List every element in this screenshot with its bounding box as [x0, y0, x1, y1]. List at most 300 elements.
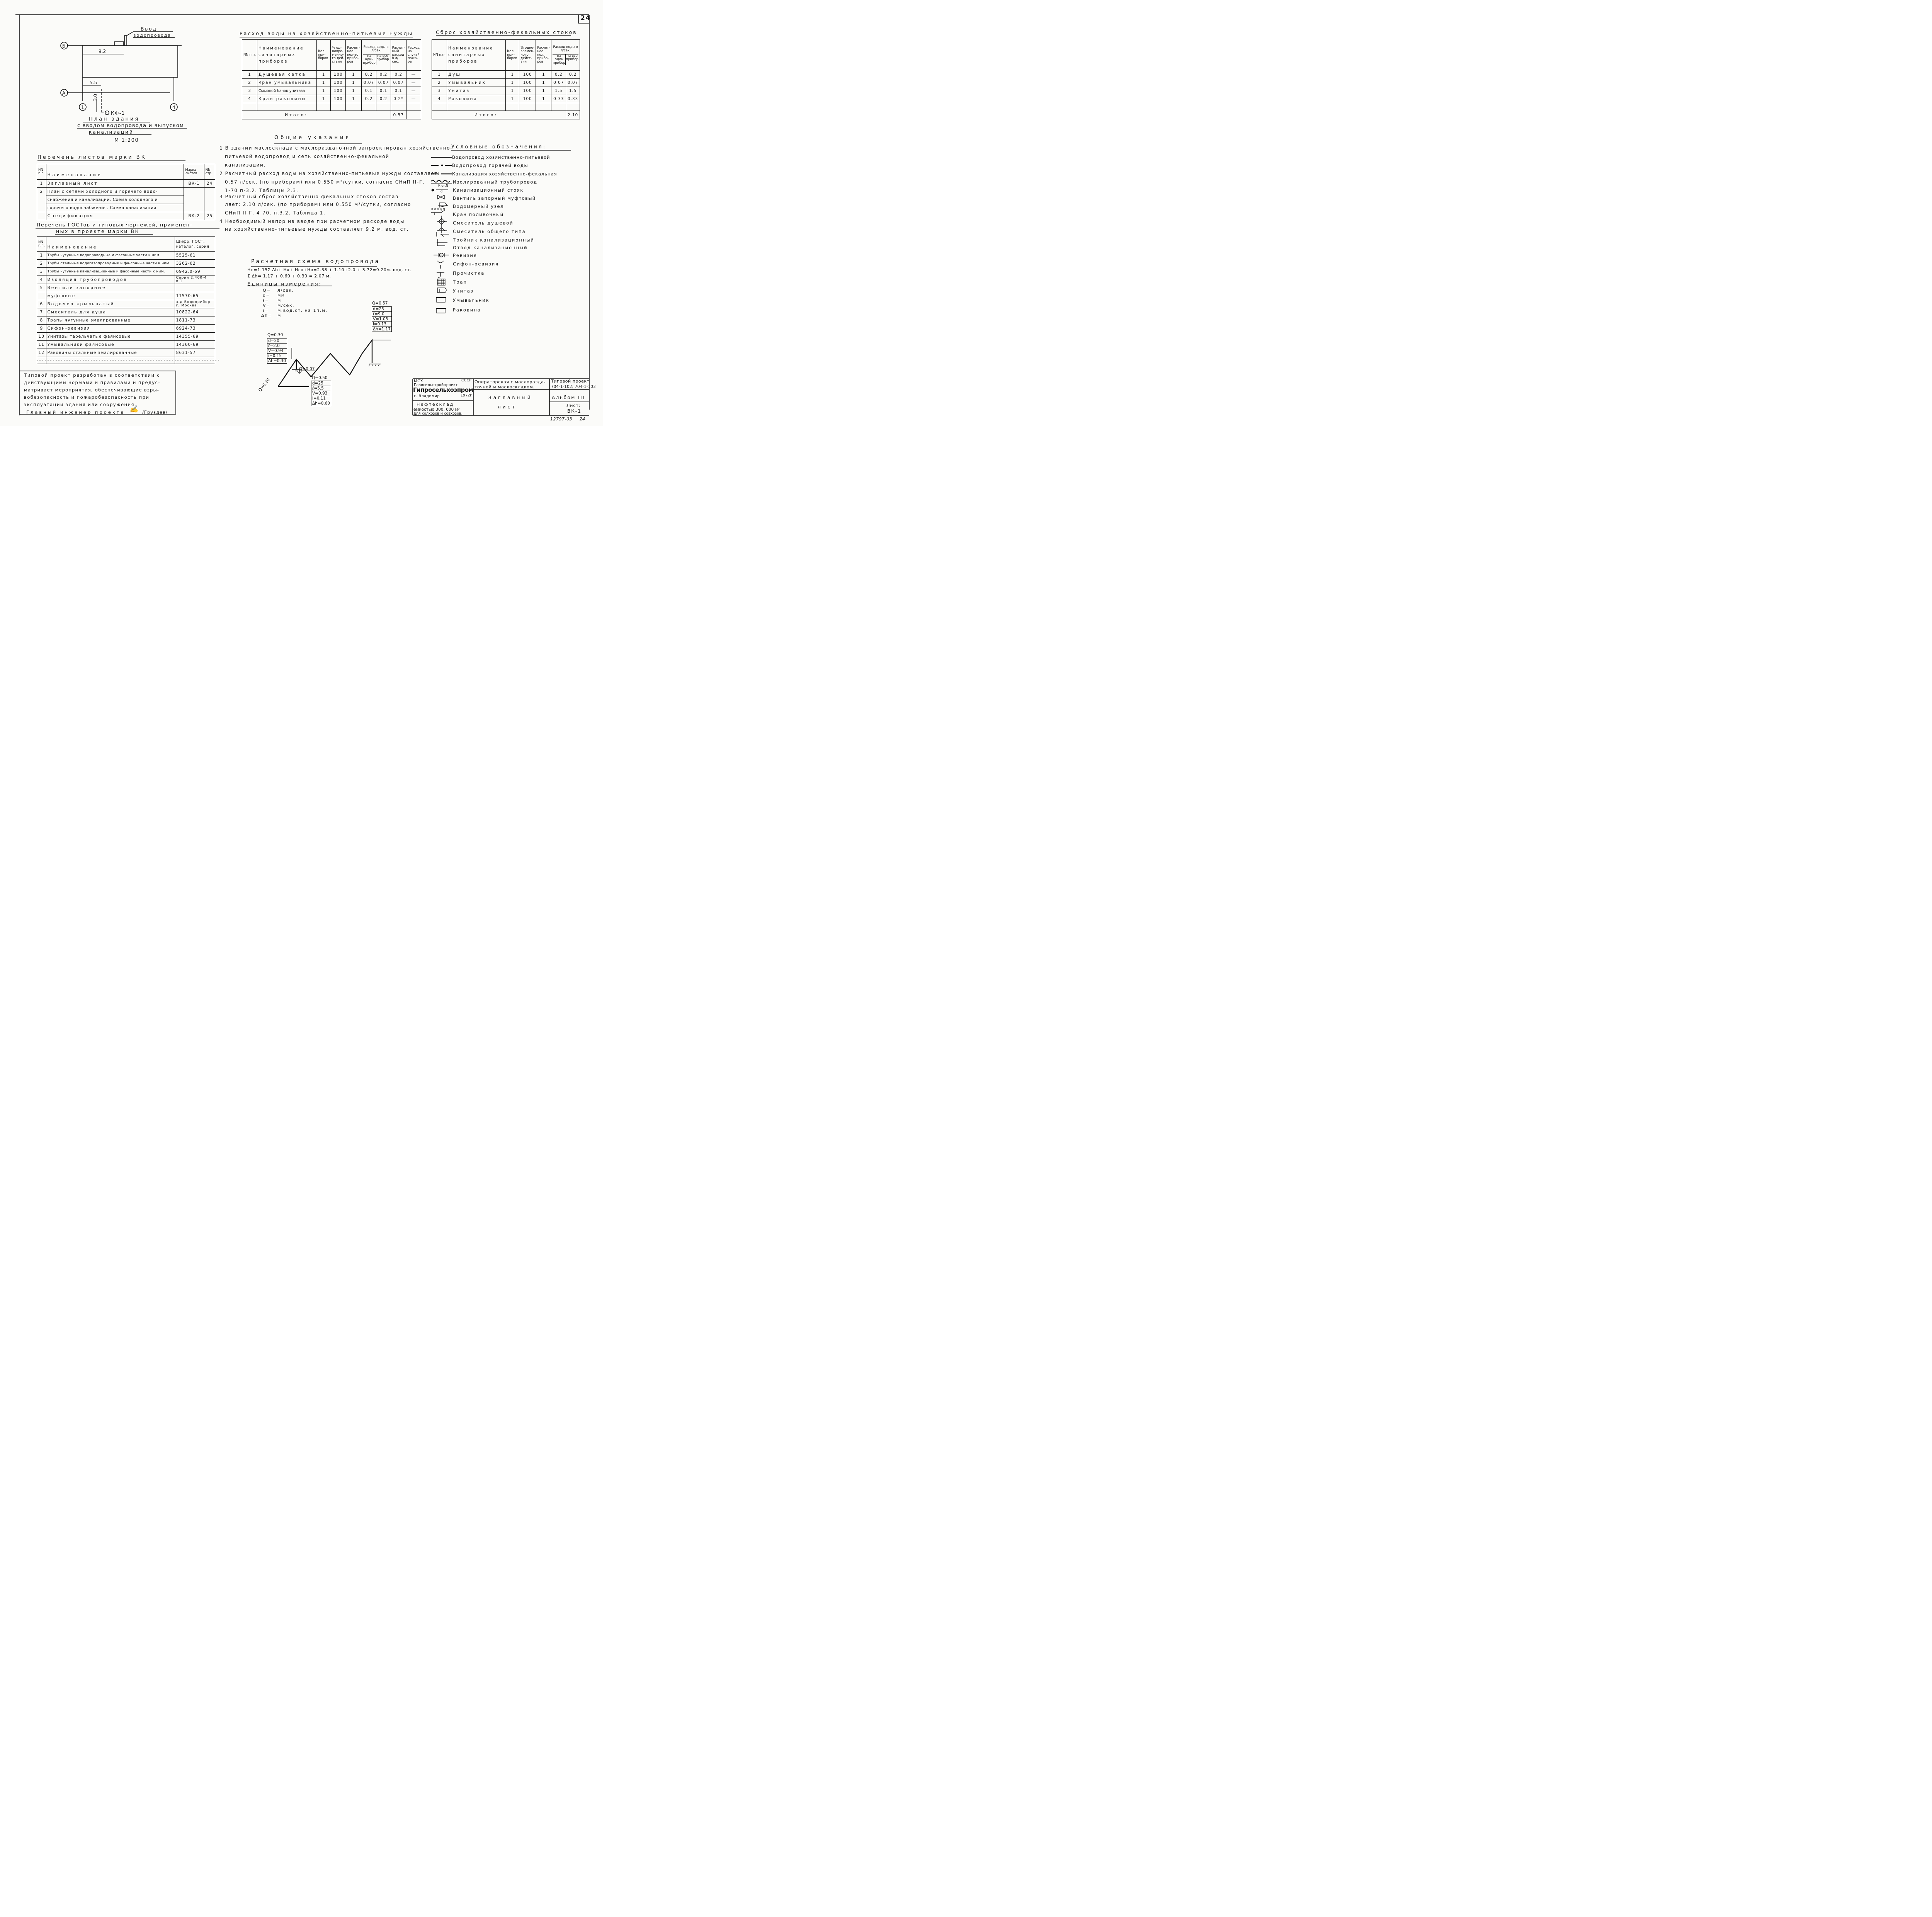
- table-row: [37, 212, 215, 220]
- cell-mark: ВК-2: [184, 212, 204, 220]
- cell-qty: 1: [536, 71, 551, 79]
- sewage-header-flow: [551, 40, 580, 71]
- cell-code: Серия 2.400-4 в.1: [175, 276, 215, 284]
- cell-all: 0.33: [566, 95, 580, 103]
- gost-list-title-1: Перечень ГОСТов и типовых чертежей, применен-: [37, 222, 192, 228]
- table-row: [37, 308, 215, 316]
- water-use-all-label: на все прибор: [376, 54, 389, 61]
- water-use-header-fire: Расход на случай пожа-ра: [406, 40, 421, 71]
- legend-item: Изолированный трубопровод: [453, 179, 537, 185]
- object-line-2: точной и маслоскладом.: [474, 384, 535, 390]
- calc-value: d=20: [267, 338, 287, 344]
- table-row: [432, 71, 580, 79]
- cell-simult: 100: [519, 87, 536, 95]
- cell-fire: —: [406, 79, 421, 87]
- calc-value: ℓ=2.0: [267, 344, 287, 349]
- table-row: [242, 95, 421, 103]
- table-row: [37, 325, 215, 333]
- cell-n: 4: [432, 95, 447, 103]
- scheme-formula-2: Σ Δh= 1.17 + 0.60 + 0.30 = 2.07 м.: [247, 274, 331, 279]
- legend-item: Смеситель душевой: [453, 220, 514, 226]
- cell-qty: 1: [536, 87, 551, 95]
- cell-simult: 100: [331, 95, 346, 103]
- cell-name: Спецификация: [46, 212, 184, 220]
- legend-item: Умывальник: [453, 298, 490, 303]
- cell-all: 1.5: [566, 87, 580, 95]
- legend-stand-bottom: d: [440, 190, 443, 193]
- sheet-title-2: лист: [498, 404, 517, 410]
- water-use-total-label: Итого:: [242, 111, 391, 119]
- sewage-flow-label: Расход воды в л/сек.: [553, 45, 578, 53]
- unit-value: м.вод.ст. на 1п.м.: [277, 308, 328, 313]
- oil-storage-3: для колхозов и совхозов.: [413, 412, 463, 416]
- cell-name: Сифон-ревизия: [46, 325, 175, 333]
- q-mid-label: Q=0.07: [299, 367, 315, 371]
- cell-simult: 100: [331, 79, 346, 87]
- calc-value: ℓ=5.5: [311, 386, 331, 391]
- cell-all: 0.2: [376, 95, 391, 103]
- statement-line: Типовой проект разработан в соответствии с: [24, 373, 160, 378]
- legend-item: Сифон-ревизия: [453, 261, 499, 267]
- calc-value: d=25: [372, 307, 392, 312]
- plan-caption-3: канализаций: [89, 129, 134, 135]
- cell-one: 0.07: [361, 79, 376, 87]
- cell-name: Смывной бачок унитаза: [257, 87, 316, 95]
- water-use-header-design: Расчет-ный расход в л/сек.: [391, 40, 406, 71]
- city: г. Владимир: [414, 394, 440, 398]
- general-notes-line: СНиП II-Г. 4-70. п.3.2. Таблица 1.: [225, 210, 326, 216]
- cell-mark: ВК-1: [184, 180, 204, 188]
- cell-count: 1: [316, 95, 330, 103]
- cell-page: [204, 188, 215, 196]
- cell-name: Смеситель для душа: [46, 308, 175, 316]
- sewage-header-nn: NN п.п.: [432, 40, 447, 71]
- country: СССР: [461, 379, 472, 383]
- general-notes-title: Общие указания: [274, 135, 351, 141]
- oil-storage-2: емкостью 300, 600 м³: [413, 407, 460, 412]
- cell-n: 4: [242, 95, 257, 103]
- cell-one: 0.2: [361, 95, 376, 103]
- cell-n: [37, 196, 46, 204]
- box-top-q: Q=0.57: [372, 301, 388, 306]
- cell-count: 1: [316, 79, 330, 87]
- cell-mark: [184, 204, 204, 212]
- calc-value: i=0.13: [372, 322, 392, 327]
- legend-item: Водомерный узел: [453, 204, 504, 209]
- plan-caption-1: План здания: [89, 116, 140, 122]
- unit-symbol: i=: [263, 308, 269, 313]
- general-notes-line: 0.57 л/сек. (по приборам) или 0.550 м³/сутки, согласно СНиП II-Г.: [225, 179, 425, 185]
- water-use-header-flow: [361, 40, 391, 71]
- water-use-flow-label: Расход воды в л/сек: [363, 45, 389, 53]
- dimension-9-2: 9.2: [99, 49, 106, 54]
- legend-item: Водопровод горячей воды: [452, 163, 529, 168]
- album: Альбом III: [552, 395, 585, 400]
- cell-simult: 100: [519, 71, 536, 79]
- cell-n: [37, 212, 46, 220]
- sheets-list-table: [37, 164, 215, 220]
- sheet-label: Лист:: [566, 403, 581, 408]
- ministry: МСХ: [414, 379, 423, 383]
- cell-qty: 1: [536, 79, 551, 87]
- organization-1: Главсельстройпроект: [414, 383, 458, 387]
- general-notes-line: 2 Расчетный расход воды на хозяйственно-питьевые нужды составляет:: [219, 171, 440, 176]
- cell-name: Трубы чугунные канализационные и фасонные части к ним.: [46, 268, 175, 276]
- cell-n: 3: [37, 268, 46, 276]
- project-number: 704-1-102; 704-1-103: [551, 384, 596, 389]
- cell-count: 1: [506, 87, 519, 95]
- sheets-header-mark: Марка листов: [184, 164, 204, 180]
- sewage-total: 2.10: [566, 111, 580, 119]
- legend-item: Канализация хозяйственно-фекальная: [452, 171, 557, 177]
- cell-qty: 1: [346, 95, 361, 103]
- unit-symbol: ℓ=: [263, 298, 269, 303]
- general-notes-line: 1-70 п-3.2. Таблицы 2.3.: [225, 188, 299, 193]
- unit-symbol: V=: [263, 303, 270, 308]
- table-row: [242, 71, 421, 79]
- cell-simult: 100: [331, 71, 346, 79]
- legend-item: Прочистка: [453, 270, 485, 276]
- cell-design: 0.07: [391, 79, 406, 87]
- cell-n: [37, 292, 46, 300]
- cell-design: 0.2*: [391, 95, 406, 103]
- legend-item: Вентиль запорный муфтовый: [453, 196, 536, 201]
- legend-tap-label: К.п.п.д.N: [431, 208, 445, 211]
- sewage-title: Сброс хозяйственно-фекальных стоков: [436, 29, 577, 35]
- cell-name: Умывальники фаянсовые: [46, 341, 175, 349]
- cell-n: 1: [37, 252, 46, 260]
- cell-n: 12: [37, 349, 46, 357]
- table-row: [37, 333, 215, 341]
- legend-item: Раковина: [453, 307, 481, 313]
- water-use-title: Расход воды на хозяйственно-питьевые нужды: [240, 31, 413, 36]
- legend-item: Ревизия: [453, 253, 477, 258]
- table-row: [37, 188, 215, 196]
- cell-all: 0.07: [566, 79, 580, 87]
- sewage-header-calc-qty: Расчет-ное кол. прибо-ров: [536, 40, 551, 71]
- water-use-header-calc-qty: Расчет-ное кол-во прибо-ров: [346, 40, 361, 71]
- cell-name: Трубы чугунные водопроводные и фасонные части к ним.: [46, 252, 175, 260]
- table-row: [37, 252, 215, 260]
- dimension-5-5: 5.5: [90, 80, 97, 85]
- cell-simult: 100: [519, 95, 536, 103]
- cell-code: 11570-65: [175, 292, 215, 300]
- table-total-row: [432, 111, 580, 119]
- axis-4-label: 4: [172, 105, 175, 110]
- cell-all: 0.1: [376, 87, 391, 95]
- table-row: [242, 103, 421, 111]
- unit-value: м/сек.: [277, 303, 294, 308]
- calc-value: d=25: [311, 381, 331, 386]
- chief-engineer-label: Главный инженер проекта: [26, 410, 125, 415]
- table-row: [432, 79, 580, 87]
- gost-header-code: Шифр, ГОСТ, каталог, серия: [175, 237, 215, 252]
- table-row: [37, 316, 215, 325]
- cell-one: 0.33: [551, 95, 566, 103]
- cell-name: горячего водоснабжения. Схема канализации: [46, 204, 184, 212]
- cell-name: Трапы чугунные эмалированные: [46, 316, 175, 325]
- cell-n: 1: [37, 180, 46, 188]
- q-diagonal-label: Q=0.20: [257, 377, 271, 393]
- legend-stand-top: К ст.N: [438, 184, 448, 187]
- gost-list-title-2: ных в проекте марки ВК: [56, 228, 139, 234]
- table-row: [37, 196, 215, 204]
- legend-item: Кран поливочный: [453, 212, 504, 217]
- gost-list-table: [37, 236, 215, 364]
- calc-value: ℓ=9.0: [372, 312, 392, 317]
- sewage-one-label: на один прибор: [553, 54, 565, 65]
- entry-label-2: водопровода: [133, 33, 172, 38]
- legend-item: Отвод канализационный: [453, 245, 528, 250]
- cell-code: 6942.0-69: [175, 268, 215, 276]
- legend-title: Условные обозначения:: [451, 144, 547, 150]
- water-use-header-count: Кол. при-боров: [316, 40, 330, 71]
- cell-code: 14355-69: [175, 333, 215, 341]
- table-row: [37, 349, 215, 357]
- well-label: КФ-1: [111, 111, 125, 116]
- plan-caption-2: с вводом водопровода и выпуском: [77, 123, 184, 129]
- cell-count: 1: [506, 79, 519, 87]
- cell-name: Трубы стальные водогазопроводные и фа-сонные части к ним.: [46, 260, 175, 268]
- table-row: [37, 357, 215, 364]
- cell-count: 1: [316, 71, 330, 79]
- sheet-code: ВК-1: [567, 408, 582, 414]
- calc-value: Δh=0.30: [267, 359, 287, 364]
- year: 1972г: [461, 393, 472, 398]
- cell-page: 24: [204, 180, 215, 188]
- cell-n: 3: [242, 87, 257, 95]
- general-notes-line: канализации.: [225, 162, 266, 168]
- cell-name: Умывальник: [447, 79, 505, 87]
- cell-n: 8: [37, 316, 46, 325]
- statement-line: матривает мероприятия, обеспечивающие взры-: [24, 387, 160, 393]
- drawing-sheet: [0, 0, 603, 426]
- cell-name: Вентили запорные: [46, 284, 175, 292]
- axis-a-label: А: [62, 90, 66, 96]
- plan-scale: М 1:200: [114, 138, 139, 143]
- cell-mark: [184, 196, 204, 204]
- cell-simult: 100: [519, 79, 536, 87]
- table-row: [242, 87, 421, 95]
- cell-qty: 1: [346, 79, 361, 87]
- sewage-header-name: Наименование санитарных приборов: [447, 40, 505, 71]
- statement-line: действующими нормами и правилами и предус-: [24, 380, 160, 385]
- cell-page: 25: [204, 212, 215, 220]
- scheme-title: Расчетная схема водопровода: [251, 259, 380, 265]
- cell-n: 1: [432, 71, 447, 79]
- cell-one: 0.07: [551, 79, 566, 87]
- well-kf1: [105, 111, 109, 115]
- table-row: [37, 268, 215, 276]
- cell-code: [175, 284, 215, 292]
- table-row: [432, 87, 580, 95]
- table-row: [37, 284, 215, 292]
- cell-n: [37, 204, 46, 212]
- dimension-3-0: 3.0: [93, 94, 98, 101]
- cell-qty: 1: [346, 87, 361, 95]
- cell-n: 2: [37, 260, 46, 268]
- cell-name: Водомер крыльчатый: [46, 300, 175, 308]
- cell-all: 0.2: [376, 71, 391, 79]
- table-row: [37, 180, 215, 188]
- table-row: [37, 292, 215, 300]
- water-use-table: [242, 39, 421, 119]
- cell-code: 10822-64: [175, 308, 215, 316]
- statement-line: эксплуатации здания или сооружения.: [24, 402, 137, 407]
- table-row: [432, 95, 580, 103]
- sewage-header-simult: % одно-времен-ного дейст-вия: [519, 40, 536, 71]
- legend-item: Трап: [453, 279, 467, 285]
- cell-name: Заглавный лист: [46, 180, 184, 188]
- legend-item: Унитаз: [453, 288, 474, 294]
- entry-label-1: Ввод: [141, 26, 157, 32]
- cell-n: 2: [432, 79, 447, 87]
- table-row: [37, 260, 215, 268]
- general-notes-line: питьевой водопровод и сеть хозяйственно-фекальной: [225, 154, 389, 159]
- cell-name: Кран умывальника: [257, 79, 316, 87]
- cell-one: 0.2: [551, 71, 566, 79]
- chief-engineer-name: /Груздев/: [142, 410, 168, 415]
- legend-item: Смеситель общего типа: [453, 229, 526, 234]
- cell-n: 4: [37, 276, 46, 284]
- building-outline: [83, 46, 178, 77]
- cell-qty: 1: [536, 95, 551, 103]
- general-notes-line: 3 Расчетный сброс хозяйственно-фекальных стоков состав-: [219, 194, 401, 199]
- unit-symbol: Q=: [263, 288, 271, 293]
- cell-n: 5: [37, 284, 46, 292]
- unit-value: л/сек.: [277, 288, 294, 293]
- sheet-title-1: Заглавный: [488, 395, 532, 400]
- object-line-1: Операторская с маслоразда-: [474, 379, 546, 384]
- cell-one: 0.1: [361, 87, 376, 95]
- sheets-header-page: NN стр.: [204, 164, 215, 180]
- cell-fire: —: [406, 95, 421, 103]
- cell-name: Изоляция трубопроводов: [46, 276, 175, 284]
- cell-one: 0.2: [361, 71, 376, 79]
- calc-value: Δh=0.60: [311, 401, 331, 406]
- gost-header-name: Наименование: [46, 237, 175, 252]
- cell-code: з-д Водоприбор г. Москва: [175, 300, 215, 308]
- sewage-header-count: Кол. при-боров: [506, 40, 519, 71]
- cell-page: [204, 196, 215, 204]
- cell-code: 8631-57: [175, 349, 215, 357]
- legend-item: Тройник канализационный: [453, 237, 534, 243]
- calc-box-left: [267, 338, 287, 364]
- cell-n: 9: [37, 325, 46, 333]
- cell-n: 11: [37, 341, 46, 349]
- sheets-list-title: Перечень листов марки ВК: [37, 155, 146, 160]
- water-use-total: 0.57: [391, 111, 406, 119]
- statement-line: вобезопасность и пожаробезопасность при: [24, 395, 150, 400]
- calc-box-top: [372, 306, 392, 332]
- water-use-header-nn: NN п.п.: [242, 40, 257, 71]
- cell-count: 1: [506, 71, 519, 79]
- box-left-q: Q=0.30: [267, 333, 283, 337]
- water-use-one-label: на один прибор: [363, 54, 376, 65]
- calc-value: Δh=1.17: [372, 327, 392, 332]
- cell-simult: 100: [331, 87, 346, 95]
- oil-storage-1: Нефтесклад: [417, 402, 454, 407]
- cell-fire: —: [406, 87, 421, 95]
- axis-1-label: 1: [81, 105, 84, 110]
- cell-code: 6924-73: [175, 325, 215, 333]
- general-notes-line: 1 В здании маслосклада с маслораздаточной запроектирован хозяйственно-: [219, 145, 453, 151]
- cell-name: Душевая сетка: [257, 71, 316, 79]
- unit-value: м: [277, 313, 281, 318]
- cell-all: 0.07: [376, 79, 391, 87]
- cell-name: План с сетями холодного и горячего водо-: [46, 188, 184, 196]
- cell-n: 6: [37, 300, 46, 308]
- gost-header-nn: NN п.п.: [37, 237, 46, 252]
- unit-value: мм: [277, 293, 285, 298]
- signature-mark: ✍: [129, 405, 138, 413]
- legend-item: Водопровод хозяйственно-питьевой: [452, 155, 550, 160]
- table-row: [37, 300, 215, 308]
- cell-code: 1811-73: [175, 316, 215, 325]
- table-total-row: [242, 111, 421, 119]
- table-row: [432, 103, 580, 111]
- project-label: Типовой проект: [551, 379, 590, 384]
- scheme-formula-1: Hп=1.15Σ Δh+ Hк+ Hсв+Hв=2.38 + 1.10+2.0 + 3.72=9.20м. вод. ст.: [247, 267, 412, 272]
- cell-n: 7: [37, 308, 46, 316]
- cell-mark: [184, 188, 204, 196]
- cell-all: 0.2: [566, 71, 580, 79]
- general-notes-line: ляет: 2.10 л/сек. (по приборам) или 0.550 м³/сутки, согласно: [225, 202, 412, 207]
- cell-n: 1: [242, 71, 257, 79]
- calc-value: V=0.93: [311, 391, 331, 396]
- sheets-header-name: Наименование: [46, 164, 184, 180]
- cell-name: Кран раковины: [257, 95, 316, 103]
- calc-value: i=0.11: [311, 396, 331, 401]
- legend-item: Канализационный стояк: [453, 187, 524, 193]
- calc-value: i=0.15: [267, 354, 287, 359]
- cell-design: 0.2: [391, 71, 406, 79]
- units-title: Единицы измерения:: [247, 281, 322, 287]
- axis-b-label: Б: [62, 43, 66, 49]
- unit-value: м: [277, 298, 281, 303]
- general-notes-line: на хозяйственно-питьевые нужды составляет 9.2 м. вод. ст.: [225, 226, 409, 232]
- sheet-number: 24: [580, 14, 591, 22]
- cell-name: снабжения и канализации. Схема холодного и: [46, 196, 184, 204]
- calc-value: V=1.03: [372, 317, 392, 322]
- sewage-all-label: на все прибор: [566, 54, 578, 61]
- water-use-header-name: Наименование санитарных приборов: [257, 40, 316, 71]
- calc-box-bottom: [311, 381, 331, 406]
- cell-one: 1.5: [551, 87, 566, 95]
- cell-name: Унитазы тарельчатые фаянсовые: [46, 333, 175, 341]
- cell-name: муфтовые: [46, 292, 175, 300]
- table-row: [242, 79, 421, 87]
- unit-symbol: d=: [263, 293, 270, 298]
- cell-qty: 1: [346, 71, 361, 79]
- cell-n: 2: [242, 79, 257, 87]
- inventory-number: 12797-03: [550, 417, 572, 422]
- sewage-total-label: Итого:: [432, 111, 566, 119]
- cell-page: [204, 204, 215, 212]
- water-use-header-simult: % од-новре-менно-го дей-ствия: [331, 40, 346, 71]
- sheets-header-nn: NN п.п.: [37, 164, 46, 180]
- box-bottom-q: Q=0.50: [312, 376, 328, 380]
- cell-name: Унитаз: [447, 87, 505, 95]
- page-number: 24: [580, 417, 585, 422]
- cell-design: 0.1: [391, 87, 406, 95]
- cell-name: Раковины стальные эмалированные: [46, 349, 175, 357]
- cell-name: Раковина: [447, 95, 505, 103]
- cell-code: 14360-69: [175, 341, 215, 349]
- organization-2: Гипросельхозпром: [413, 386, 473, 393]
- unit-symbol: Δh=: [261, 313, 272, 318]
- cell-n: 3: [432, 87, 447, 95]
